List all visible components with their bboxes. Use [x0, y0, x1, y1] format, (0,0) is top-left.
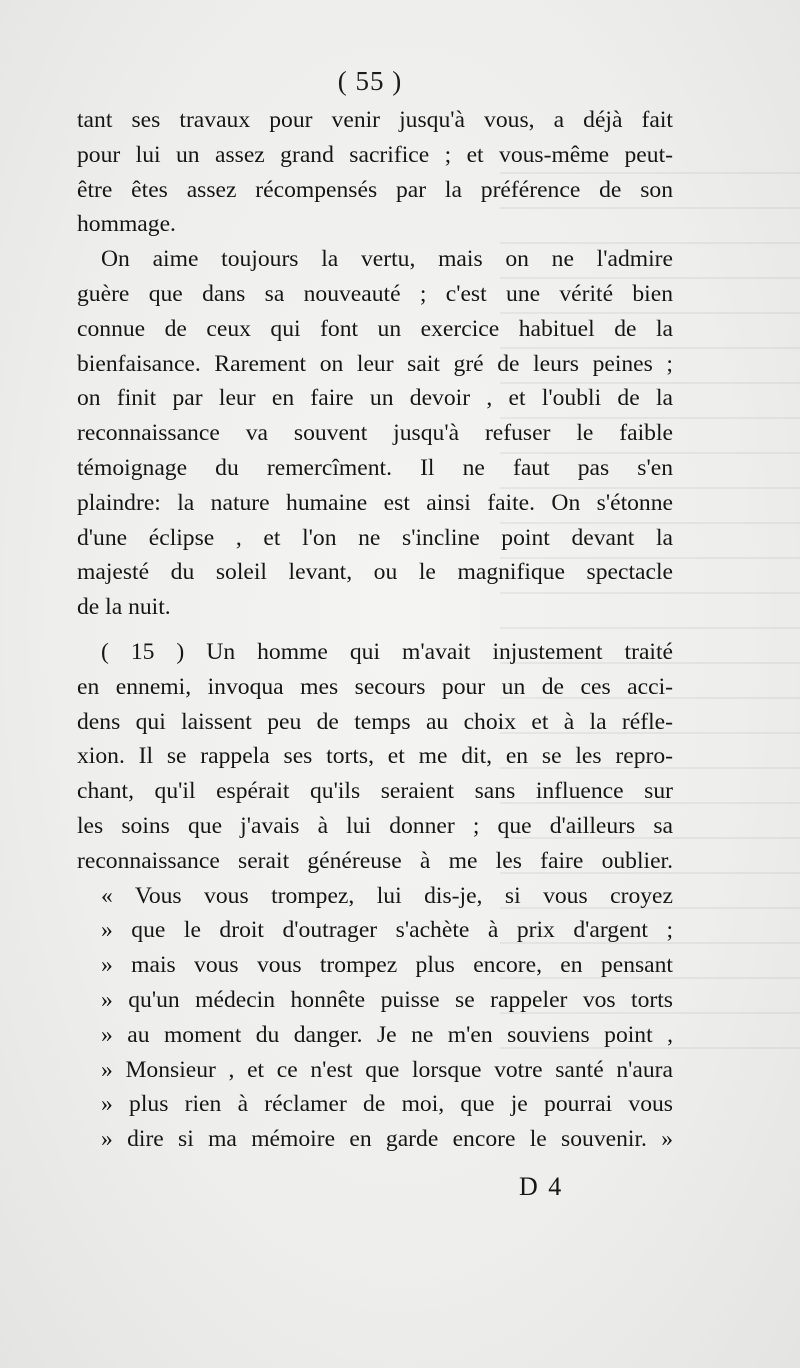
paragraph [77, 103, 673, 242]
text-line: plaindre: la nature humaine est ainsi faite. On s'étonne [77, 489, 673, 516]
text-line: on finit par leur en faire un devoir , et l'oubli de la [77, 385, 673, 412]
paragraph [77, 242, 673, 625]
text-line: ( 15 ) Un homme qui m'avait injustement traité [101, 638, 673, 665]
paragraph [77, 879, 673, 1157]
page-number: ( 55 ) [337, 66, 403, 96]
text-line: » plus rien à réclamer de moi, que je pourrai vous [101, 1091, 673, 1118]
text-line: connue de ceux qui font un exercice habituel de la [77, 315, 673, 342]
text-line: » que le droit d'outrager s'achète à prix d'argent ; [101, 917, 673, 944]
text-line: On aime toujours la vertu, mais on ne l'admire [101, 246, 673, 273]
paragraph-gap [77, 625, 673, 635]
paragraph [77, 635, 673, 879]
signature-mark: D 4 [519, 1172, 564, 1201]
text-line: reconnaissance va souvent jusqu'à refuser le faible [77, 420, 673, 447]
text-line: d'une éclipse , et l'on ne s'incline point devant la [77, 524, 673, 551]
text-line: en ennemi, invoqua mes secours pour un de ces acci- [77, 673, 673, 700]
text-line: reconnaissance serait généreuse à me les faire oublier. [77, 847, 673, 874]
text-line: chant, qu'il espérait qu'ils seraient sans influence sur [77, 778, 673, 805]
text-line: les soins que j'avais à lui donner ; que d'ailleurs sa [77, 812, 673, 839]
text-line: de la nuit. [77, 594, 171, 621]
text-line: hommage. [77, 211, 176, 238]
text-line: « Vous vous trompez, lui dis-je, si vous croyez [101, 882, 673, 909]
text-line: » au moment du danger. Je ne m'en souviens point , [101, 1021, 673, 1048]
text-line: guère que dans sa nouveauté ; c'est une vérité bien [77, 280, 673, 307]
text-line: » mais vous vous trompez plus encore, en pensant [101, 952, 673, 979]
text-line: xion. Il se rappela ses torts, et me dit, en se les repro- [77, 743, 673, 770]
text-line: pour lui un assez grand sacrifice ; et vous-même peut- [77, 141, 673, 168]
text-line: » qu'un médecin honnête puisse se rappeler vos torts [101, 986, 673, 1013]
text-line: » Monsieur , et ce n'est que lorsque votre santé n'aura [101, 1056, 673, 1083]
text-line: bienfaisance. Rarement on leur sait gré de leurs peines ; [77, 350, 673, 377]
text-line: dens qui laissent peu de temps au choix et à la réfle- [77, 708, 673, 735]
text-line: majesté du soleil levant, ou le magnifique spectacle [77, 559, 673, 586]
text-line: » dire si ma mémoire en garde encore le souvenir. » [101, 1126, 673, 1153]
text-line: tant ses travaux pour venir jusqu'à vous, a déjà fait [77, 107, 673, 133]
body-text [77, 103, 673, 1157]
text-line: être êtes assez récompensés par la préférence de son [77, 176, 673, 203]
text-line: témoignage du remercîment. Il ne faut pas s'en [77, 454, 673, 481]
